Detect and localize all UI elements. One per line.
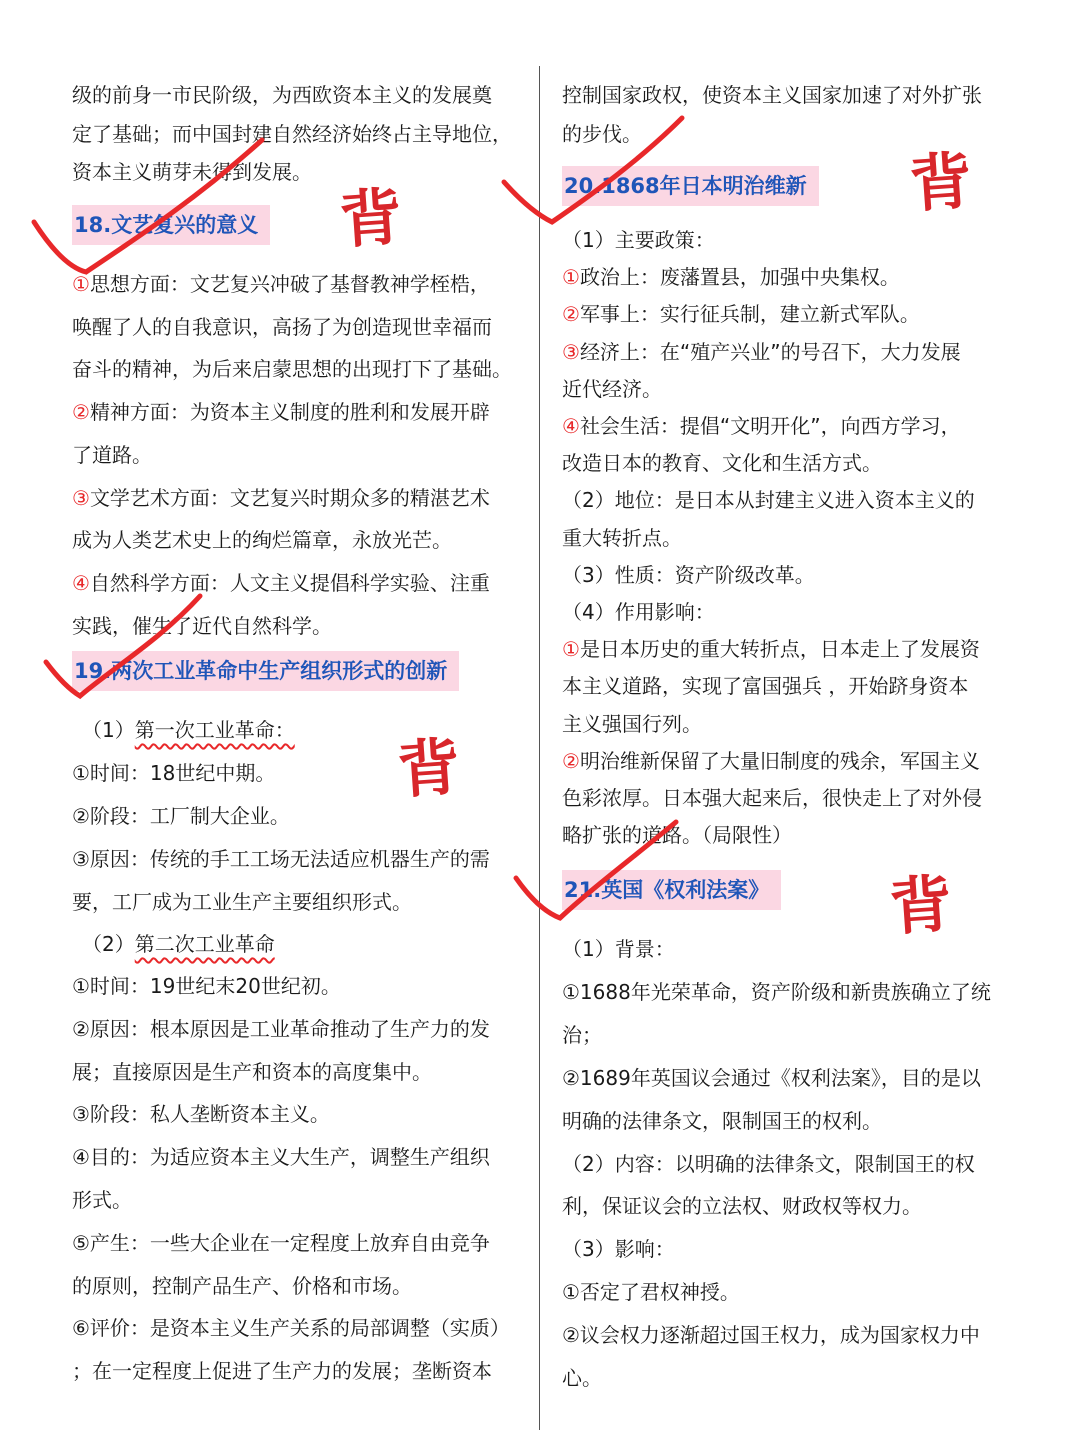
text-line [562, 815, 792, 855]
text-line: 级的前身一市民阶级，为西欧资本主义的发展奠 [72, 83, 492, 107]
text-line: ①时间：19世纪末20世纪初。 [72, 974, 341, 998]
bei-mark-19: 背 [395, 729, 463, 808]
text-line: （3）影响： [562, 1237, 675, 1262]
line-text: 略扩张的道路。（局限性） [562, 823, 792, 848]
text-line [562, 294, 920, 334]
line-text: 政治上：废藩置县，加强中央集权。 [579, 265, 900, 290]
text-line [72, 478, 490, 518]
line-text: 自然科学方面：人文主义提倡科学实验、注重 [89, 570, 490, 595]
text-line [562, 406, 961, 446]
text-line: 要，工厂成为工业生产主要组织形式。 [72, 890, 412, 914]
text-line [562, 518, 682, 558]
text-line [562, 704, 702, 744]
text-line [72, 392, 490, 432]
text-line [72, 520, 452, 560]
text-line: （2）内容：以明确的法律条文，限制国王的权 [562, 1151, 975, 1176]
line-text: （3）性质：资产阶级改革。 [562, 562, 815, 587]
bei-mark-18: 背 [337, 179, 405, 258]
red-numeral: ① [562, 265, 580, 290]
s19-sub2 [82, 924, 275, 964]
s19-sub2-title: 第二次工业革命 [134, 932, 275, 956]
line-text: 文学艺术方面：文艺复兴时期众多的精湛艺术 [89, 485, 490, 510]
text-line [562, 778, 982, 818]
red-numeral: ② [562, 302, 580, 327]
line-text: 经济上：在“殖产兴业”的号召下，大力发展 [579, 339, 961, 364]
line-text: 近代经济。 [562, 376, 662, 401]
line-text: 是日本历史的重大转折点，日本走上了发展资 [579, 637, 980, 662]
heading-21: 21.英国《权利法案》 [562, 870, 781, 910]
line-text: 主义强国行列。 [562, 711, 702, 736]
text-line [562, 741, 980, 781]
text-line [72, 563, 490, 603]
red-numeral: ④ [562, 414, 580, 438]
text-line: ②1689年英国议会通过《权利法案》，目的是以 [562, 1065, 981, 1090]
heading-19: 19.两次工业革命中生产组织形式的创新 [72, 651, 459, 691]
heading-20: 20.1868年日本明治维新 [562, 166, 819, 206]
text-line [562, 666, 968, 706]
text-line [562, 629, 980, 669]
text-line: 的原则，控制产品生产、价格和市场。 [72, 1273, 412, 1298]
text-line: ②阶段：工厂制大企业。 [72, 804, 290, 828]
line-text: 社会生活：提倡“文明开化”，向西方学习， [579, 414, 961, 438]
line-text: 精神方面：为资本主义制度的胜利和发展开辟 [89, 400, 490, 425]
red-numeral: ① [72, 272, 90, 296]
text-line [562, 443, 882, 483]
text-line: ③原因：传统的手工工场无法适应机器生产的需 [72, 847, 490, 871]
red-numeral: ① [562, 637, 580, 662]
text-line: 明确的法律条文，限制国王的权利。 [562, 1108, 882, 1133]
line-text: 色彩浓厚。日本强大起来后，很快走上了对外侵 [562, 786, 982, 810]
text-line: ②议会权力逐渐超过国王权力，成为国家权力中 [562, 1323, 980, 1348]
text-line: ③阶段：私人垄断资本主义。 [72, 1102, 330, 1127]
text-line: 利，保证议会的立法权、财政权等权力。 [562, 1194, 922, 1219]
bei-mark-21: 背 [887, 866, 955, 945]
text-line: （1）背景： [562, 937, 675, 961]
text-line [562, 369, 662, 409]
text-line: 的步伐。 [562, 121, 642, 146]
text-line [72, 349, 512, 389]
text-line: ①否定了君权神授。 [562, 1280, 740, 1305]
s19-sub2-prefix: （2） [82, 932, 135, 956]
red-numeral: ④ [72, 570, 90, 595]
text-line: ①1688年光荣革命，资产阶级和新贵族确立了统 [562, 979, 991, 1004]
text-line [72, 435, 152, 475]
line-text: 唤醒了人的自我意识，高扬了为创造现世幸福而 [72, 314, 492, 339]
column-divider [539, 66, 540, 1430]
line-text: 军事上：实行征兵制，建立新式军队。 [579, 302, 920, 327]
text-line [562, 257, 900, 297]
text-line: 控制国家政权，使资本主义国家加速了对外扩张 [562, 83, 982, 107]
line-text: 成为人类艺术史上的绚烂篇章，永放光芒。 [72, 528, 452, 553]
text-line [562, 592, 715, 632]
line-text: 明治维新保留了大量旧制度的残余，军国主义 [579, 748, 980, 773]
text-line: ⑥评价：是资本主义生产关系的局部调整（实质） [72, 1316, 510, 1341]
text-line: ②原因：根本原因是工业革命推动了生产力的发 [72, 1016, 490, 1041]
bei-mark-20: 背 [907, 143, 975, 222]
line-text: 本主义道路，实现了富国强兵 ，开始跻身资本 [562, 674, 969, 699]
text-line: ；在一定程度上促进了生产力的发展；垄断资本 [72, 1359, 492, 1384]
text-line [72, 307, 492, 347]
text-line: 形式。 [72, 1188, 132, 1212]
text-line: 定了基础；而中国封建自然经济始终占主导地位， [72, 121, 512, 146]
text-line: 展；直接原因是生产和资本的高度集中。 [72, 1059, 432, 1084]
line-text: （1）主要政策： [562, 228, 715, 252]
text-line: ①时间：18世纪中期。 [72, 761, 276, 785]
line-text: （2）地位：是日本从封建主义进入资本主义的 [562, 488, 975, 513]
text-line [72, 264, 490, 304]
line-text: （4）作用影响： [562, 600, 715, 624]
text-line: 心。 [562, 1366, 602, 1390]
red-numeral: ② [72, 400, 90, 425]
line-text: 了道路。 [72, 442, 152, 467]
text-line [72, 606, 332, 646]
red-numeral: ③ [72, 485, 90, 510]
text-line [562, 480, 975, 520]
line-text: 重大转折点。 [562, 525, 682, 550]
red-numeral: ③ [562, 339, 580, 364]
s19-sub1-prefix: （1） [82, 718, 135, 742]
line-text: 奋斗的精神，为后来启蒙思想的出现打下了基础。 [72, 357, 512, 382]
heading-18: 18.文艺复兴的意义 [72, 205, 270, 245]
s19-sub1-title: 第一次工业革命： [134, 718, 295, 742]
text-line: ④目的：为适应资本主义大生产，调整生产组织 [72, 1145, 490, 1170]
red-numeral: ② [562, 748, 580, 773]
text-line [562, 332, 961, 372]
text-line [562, 220, 715, 260]
line-text: 实践，催生了近代自然科学。 [72, 613, 332, 638]
text-line [562, 555, 815, 595]
text-line: 资本主义萌芽未得到发展。 [72, 160, 312, 184]
text-line: 治； [562, 1022, 602, 1047]
s19-sub1 [82, 710, 295, 750]
text-line: ⑤产生：一些大企业在一定程度上放弃自由竞争 [72, 1230, 490, 1255]
line-text: 改造日本的教育、文化和生活方式。 [562, 451, 882, 476]
line-text: 思想方面：文艺复兴冲破了基督教神学桎梏， [89, 272, 490, 296]
